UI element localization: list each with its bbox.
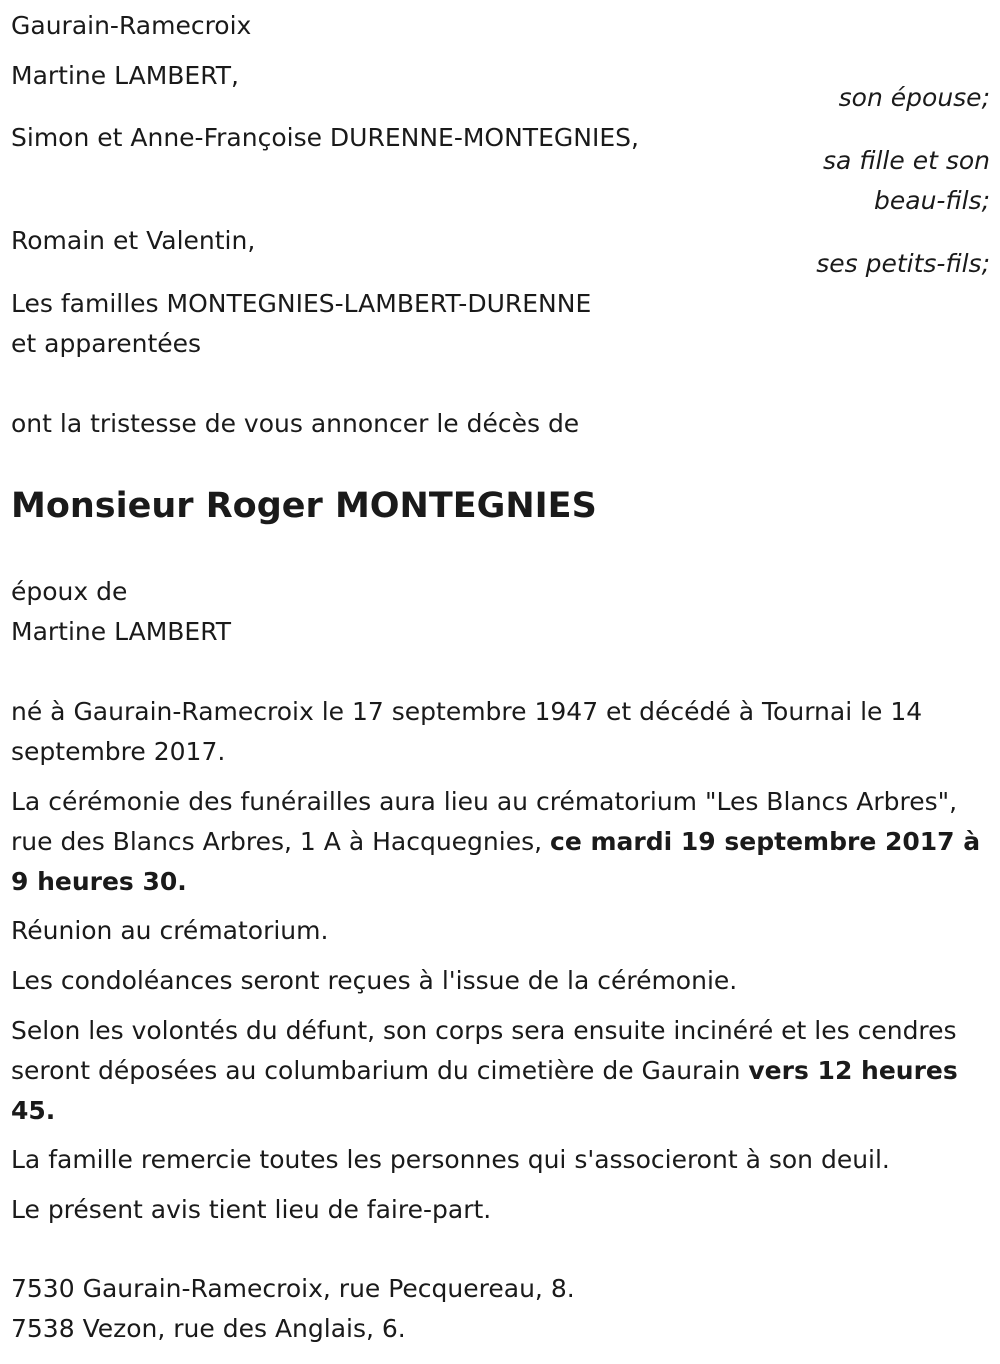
cremation-time: vers 12 heures 45. [11, 1056, 958, 1125]
address-1: 7530 Gaurain-Ramecroix, rue Pecquereau, 8. [11, 1274, 575, 1303]
deceased-name: Monsieur Roger MONTEGNIES [11, 486, 597, 526]
grandsons-name: Romain et Valentin, [11, 226, 256, 255]
reunion-paragraph: Réunion au crématorium. [11, 916, 329, 945]
cremation-paragraph [11, 1011, 986, 1131]
cremation-text: Selon les volontés du défunt, son corps sera ensuite incinéré et les cendres seront déposées au columbarium du cimetière de Gaurain [11, 1016, 957, 1085]
daughter-name: Simon et Anne-Françoise DURENNE-MONTEGNIES, [11, 123, 639, 152]
spouse-name: Martine LAMBERT, [11, 61, 239, 90]
address-2: 7538 Vezon, rue des Anglais, 6. [11, 1314, 406, 1343]
notice-paragraph: Le présent avis tient lieu de faire-part. [11, 1195, 492, 1224]
daughter-role-line1: sa fille et son [823, 146, 990, 175]
birth-death-paragraph: né à Gaurain-Ramecroix le 17 septembre 1947 et décédé à Tournai le 14 septembre 2017. [11, 697, 923, 766]
ceremony-text: La cérémonie des funérailles aura lieu au crématorium "Les Blancs Arbres", rue des Blancs Arbres, 1 A à Hacquegnies, [11, 787, 958, 856]
daughter-role-line2: beau-fils; [874, 186, 990, 215]
families-line2: et apparentées [11, 329, 202, 358]
spouse-of-line2: Martine LAMBERT [11, 617, 232, 646]
grandsons-role: ses petits-fils; [816, 249, 990, 278]
condolences-paragraph: Les condoléances seront reçues à l'issue de la cérémonie. [11, 966, 738, 995]
announcement: ont la tristesse de vous annoncer le décès de [11, 409, 580, 438]
thanks-paragraph: La famille remercie toutes les personnes qui s'associeront à son deuil. [11, 1145, 890, 1174]
spouse-role: son épouse; [838, 83, 990, 112]
ceremony-paragraph [11, 782, 986, 902]
town-header: Gaurain-Ramecroix [11, 11, 252, 40]
families-line1: Les familles MONTEGNIES-LAMBERT-DURENNE [11, 289, 592, 318]
spouse-of-line1: époux de [11, 577, 128, 606]
ceremony-datetime: ce mardi 19 septembre 2017 à 9 heures 30. [11, 827, 981, 896]
